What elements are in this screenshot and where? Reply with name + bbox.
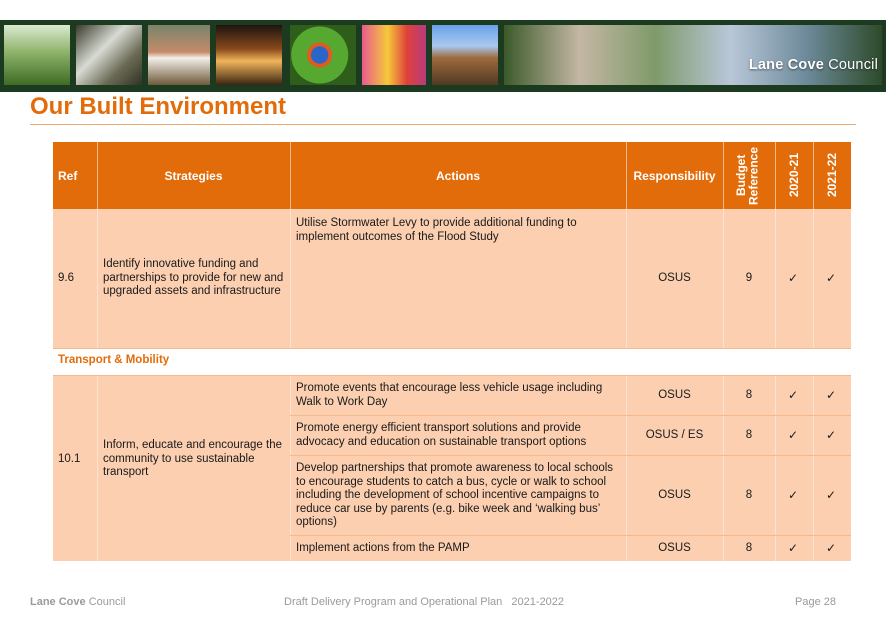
responsibility-cell: OSUS	[658, 272, 691, 284]
check-2021-22: ✓	[825, 488, 837, 502]
park-photo	[4, 25, 70, 85]
action-cell: Promote events that encourage less vehicle usage including Walk to Work Day	[296, 382, 603, 408]
header-responsibility: Responsibility	[633, 168, 716, 183]
footer-org	[30, 596, 125, 608]
col-divider	[290, 209, 291, 348]
dancers-photo	[148, 25, 210, 85]
footer-org-regular: Council	[88, 596, 126, 608]
community-event-photo	[504, 25, 882, 85]
col-divider	[97, 376, 98, 561]
col-divider	[290, 376, 291, 561]
header-ref: Ref	[58, 168, 78, 183]
header-divider	[626, 142, 627, 209]
lorikeet-photo	[290, 25, 356, 85]
table-header	[53, 142, 851, 209]
header-divider	[290, 142, 291, 209]
check-2020-21: ✓	[787, 488, 799, 502]
col-divider	[97, 209, 98, 348]
brand-bold: Lane Cove	[748, 57, 824, 73]
waterfall-photo	[76, 25, 142, 85]
check-2020-21: ✓	[787, 541, 799, 555]
building-photo	[432, 25, 498, 85]
check-2021-22: ✓	[825, 428, 837, 442]
action-cell: Implement actions from the PAMP	[296, 542, 470, 554]
photo-strip	[4, 25, 882, 85]
footer-document: Draft Delivery Program and Operational Plan 2021-2022	[284, 596, 565, 608]
header-divider	[775, 142, 776, 209]
responsibility-cell: OSUS	[658, 542, 691, 554]
col-divider	[775, 376, 776, 561]
performer-photo	[362, 25, 426, 85]
header-divider	[813, 142, 814, 209]
check-2021-22: ✓	[825, 541, 837, 555]
section-transport-mobility: Transport & Mobility	[58, 354, 170, 366]
header-budget: Budget Reference	[734, 146, 761, 205]
header-actions: Actions	[435, 168, 480, 183]
street-night-photo	[216, 25, 282, 85]
ref-cell: 10.1	[58, 453, 81, 465]
responsibility-cell: OSUS	[658, 389, 691, 401]
budget-cell: 8	[745, 489, 753, 501]
strategy-cell: Identify innovative funding and partnerships to provide for new and upgraded assets and infrastructure	[103, 258, 284, 298]
header-2020-21: 2020-21	[786, 153, 801, 198]
header-divider	[723, 142, 724, 209]
header-2021-22: 2021-22	[824, 153, 839, 198]
col-divider	[626, 376, 627, 561]
col-divider	[813, 376, 814, 561]
brand-regular: Council	[828, 57, 878, 73]
check-2020-21: ✓	[787, 428, 799, 442]
table-row	[53, 209, 851, 348]
footer-page-number: Page 28	[795, 596, 836, 608]
budget-cell: 8	[745, 429, 753, 441]
check-2021-22: ✓	[825, 388, 837, 402]
row-divider	[53, 348, 851, 349]
table-row-group	[53, 376, 851, 561]
title-divider	[30, 124, 856, 125]
action-cell: Utilise Stormwater Levy to provide additional funding to implement outcomes of the Flood Study	[296, 217, 577, 243]
brand-logo	[749, 57, 878, 73]
row-divider	[290, 415, 851, 416]
header-divider	[97, 142, 98, 209]
action-cell: Develop partnerships that promote awareness to local schools to encourage students to catch a bus, cycle or walk to school including the development of school incentive campaigns to reduce car use by parents (e.g. bike week and ‘walking bus’ options)	[296, 462, 614, 529]
header-banner	[0, 20, 886, 92]
responsibility-cell: OSUS	[658, 489, 691, 501]
check-2020-21: ✓	[787, 388, 799, 402]
footer-org-bold: Lane Cove	[30, 596, 86, 608]
page-title: Our Built Environment	[30, 93, 287, 120]
ref-cell: 9.6	[58, 272, 74, 284]
header-strategies: Strategies	[164, 168, 223, 183]
col-divider	[723, 376, 724, 561]
strategy-cell: Inform, educate and encourage the community to use sustainable transport	[103, 439, 283, 479]
budget-cell: 9	[745, 272, 753, 284]
row-divider	[290, 455, 851, 456]
budget-cell: 8	[745, 542, 753, 554]
responsibility-cell: OSUS / ES	[645, 429, 704, 441]
check-2021-22: ✓	[825, 271, 837, 285]
budget-cell: 8	[745, 389, 753, 401]
action-cell: Promote energy efficient transport solutions and provide advocacy and education on sustainable transport options	[296, 422, 587, 448]
row-divider	[290, 535, 851, 536]
check-2020-21: ✓	[787, 271, 799, 285]
